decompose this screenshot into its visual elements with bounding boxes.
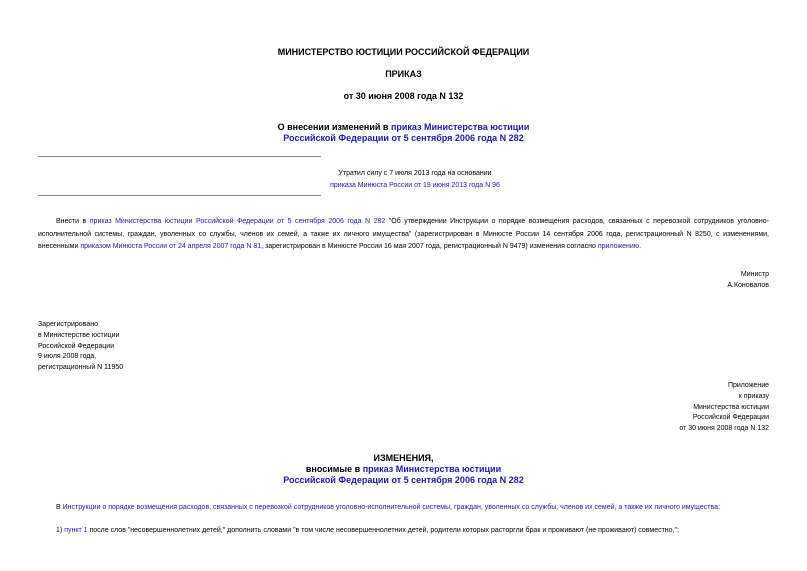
ministry-heading: МИНИСТЕРСТВО ЮСТИЦИИ РОССИЙСКОЙ ФЕДЕРАЦИИ xyxy=(277,47,530,57)
registration-block xyxy=(38,320,123,374)
repeal-order-link[interactable]: приказа Минюста России от 19 июня 2013 года N 96 xyxy=(330,182,500,189)
registration-line: Зарегистрировано xyxy=(38,321,98,328)
divider-bottom xyxy=(38,195,321,196)
signature-block xyxy=(727,270,769,292)
item1-number: 1) xyxy=(56,527,63,534)
doc-title-link[interactable]: приказ Министерства юстиции xyxy=(390,122,530,132)
changes-heading xyxy=(0,453,807,486)
intro-text-b: : xyxy=(717,504,720,511)
p1-text-c: , зарегистрирован в Минюсте России 16 мая 2007 года, регистрационный N 9479) изменения согласно xyxy=(261,243,596,250)
appendix-line: к приказу xyxy=(738,392,769,400)
order-282-link[interactable]: приказ Министерства юстиции Российской Федерации от 5 сентября 2006 года N 282 xyxy=(89,218,386,225)
doc-title-link-2[interactable]: Российской Федерации от 5 сентября 2006 года N 282 xyxy=(283,133,524,143)
instruction-link[interactable]: Инструкции о порядке возмещения расходов, связанных с перевозкой сотрудников уголовно-исполнительной системы, граждан, уволенных со службы, членов их семей, а также их личного имущества xyxy=(62,504,718,511)
appendix-line: Российской Федерации xyxy=(692,414,769,422)
divider-top xyxy=(38,156,321,157)
main-paragraph xyxy=(38,216,769,254)
registration-line: 9 июля 2008 года, xyxy=(38,353,97,361)
signature-name: А.Коновалов xyxy=(727,281,769,289)
registration-line: Российской Федерации xyxy=(38,342,115,350)
signature-position: Министр xyxy=(740,271,769,278)
changes-title: ИЗМЕНЕНИЯ, xyxy=(373,453,434,463)
p1-text-b: "Об утверждении Инструкции о порядке возмещения расходов, связанных с перевозкой сотрудников уголовно-исполнительной системы, граждан, уволенных со службы, членов их семей, а также их личного имущества" (зарегистрирован в Минюсте России 14 сентября 2006 года, регистрационный N 8250, с изменениями, внесенными xyxy=(38,218,769,250)
doc-type-heading: ПРИКАЗ xyxy=(385,69,422,79)
p1-text-d: . xyxy=(639,243,642,250)
item1-text: после слов "несовершеннолетних детей," дополнить словами "в том числе несовершеннолетних детей, родители которых расторгли брак и проживают (не проживают) совместно,"; xyxy=(89,527,679,534)
changes-subtitle xyxy=(0,464,807,475)
registration-line: в Министерстве юстиции xyxy=(38,331,120,339)
appendix-line: от 30 июня 2008 года N 132 xyxy=(679,425,769,433)
appendix-line: Министерства юстиции xyxy=(693,403,769,411)
appendix-line: Приложение xyxy=(727,382,769,389)
repeal-notice-text: Утратил силу с 7 июля 2013 года на основании xyxy=(338,170,492,177)
repeal-notice xyxy=(315,168,515,192)
doc-title-plain: О внесении изменений в xyxy=(277,122,389,132)
appendix-link[interactable]: приложению xyxy=(597,243,640,250)
doc-date-number: от 30 июня 2008 года N 132 xyxy=(343,91,464,101)
change-item-1 xyxy=(56,527,786,534)
changes-sub-plain: вносимые в xyxy=(305,464,361,474)
point-1-link[interactable]: пункт 1 xyxy=(64,527,88,534)
order-81-link[interactable]: приказом Минюста России от 24 апреля 2007 года N 81 xyxy=(80,243,262,250)
appendix-reference xyxy=(679,381,769,435)
p1-text-a: Внести в xyxy=(56,218,87,225)
doc-title xyxy=(0,122,807,144)
intro-text-a: В xyxy=(56,504,61,511)
changes-order-link[interactable]: приказ Министерства юстиции xyxy=(362,464,502,474)
changes-intro xyxy=(56,504,786,511)
changes-order-link-2[interactable]: Российской Федерации от 5 сентября 2006 года N 282 xyxy=(283,475,524,485)
registration-line: регистрационный N 11950 xyxy=(38,364,124,372)
